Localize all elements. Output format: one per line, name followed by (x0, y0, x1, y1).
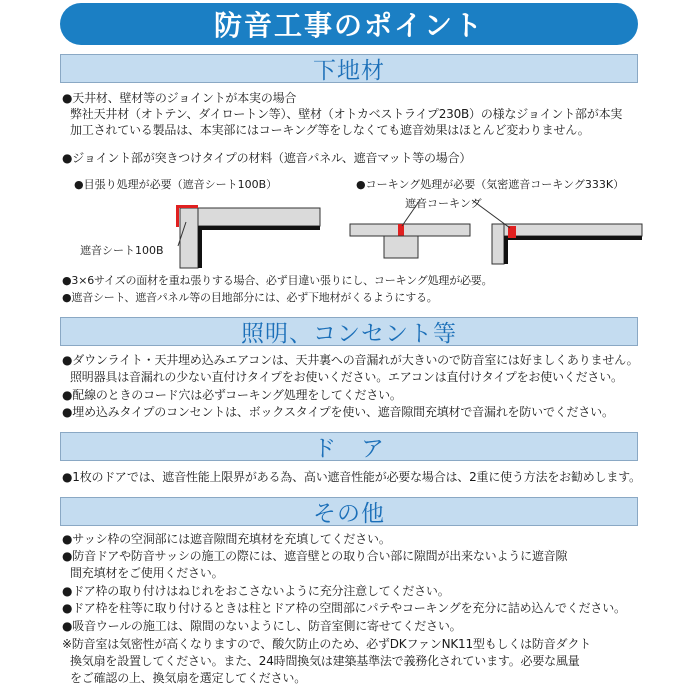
text-line: 間充填材をご使用ください。 (70, 566, 224, 580)
text-line: ●サッシ枠の空洞部には遮音隙間充填材を充填してください。 (62, 532, 391, 546)
text-line: 照明器具は音漏れの少ない直付けタイプをお使いください。エアコンは直付けタイプをお使いください。 (70, 370, 623, 384)
text-line: ●1枚のドアでは、遮音性能上限界がある為、高い遮音性能が必要な場合は、2重に使う方法をお勧めします。 (62, 470, 641, 484)
text-line: ●吸音ウールの施工は、隙間のないようにし、防音室側に寄せてください。 (62, 619, 462, 633)
text-line: ●防音ドアや防音サッシの施工の際には、遮音壁との取り合い部に隙間が出来ないように遮音隙 (62, 549, 568, 563)
text-line: ●埋め込みタイプのコンセントは、ボックスタイプを使い、遮音隙間充填材で音漏れを防いでください。 (62, 405, 614, 419)
text-line: ●ドア枠の取り付けはねじれをおこさないように充分注意してください。 (62, 584, 450, 598)
text-line: ●ジョイント部が突きつけタイプの材料（遮音パネル、遮音マット等の場合） (62, 151, 472, 165)
figure-right-caption: ●コーキング処理が必要（気密遮音コーキング333K） (356, 178, 625, 191)
text-line: 弊社天井材（オトテン、ダイロートン等）、壁材（オトカベストライプ230B）の様なジョイント部が本実 (70, 107, 623, 121)
text-line: ●遮音シート、遮音パネル等の目地部分には、必ず下地材がくるようにする。 (62, 291, 438, 304)
label-tape: 遮音シート100B (80, 244, 164, 257)
text-line: ●配線のときのコード穴は必ずコーキング処理をしてください。 (62, 388, 402, 402)
section-heading-other: その他 (60, 497, 638, 526)
text-line: 加工されている製品は、本実部にはコーキング等をしなくても遮音効果はほとんど変わりません。 (70, 123, 590, 137)
page-title: 防音工事のポイント (60, 3, 638, 45)
caulk-joint-diagram-corner (472, 200, 642, 264)
label-caulking: 遮音コーキング (405, 197, 482, 210)
section-heading-base-material: 下地材 (60, 54, 638, 83)
section-heading-lighting: 照明、コンセント等 (60, 317, 638, 346)
text-line: をご確認の上、換気扇を選定してください。 (70, 671, 307, 685)
text-line: ●3×6サイズの面材を重ね張りする場合、必ず目違い張りにし、コーキング処理が必要。 (62, 274, 493, 287)
figure-left-caption: ●目張り処理が必要（遮音シート100B） (74, 178, 278, 191)
text-line: ●ドア枠を柱等に取り付けるときは柱とドア枠の空間部にパテやコーキングを充分に詰め込んでください。 (62, 601, 626, 615)
text-line: 換気扇を設置してください。また、24時間換気は建築基準法で義務化されています。必要な風量 (70, 654, 580, 668)
section-heading-door: ド ア (60, 432, 638, 461)
tape-joint-diagram (176, 205, 320, 268)
text-line: ●天井材、壁材等のジョイントが本実の場合 (62, 91, 297, 105)
text-line: ●ダウンライト・天井埋め込みエアコンは、天井裏への音漏れが大きいので防音室には好ましくありません。 (62, 353, 639, 367)
text-line: ※防音室は気密性が高くなりますので、酸欠防止のため、必ずDKファンNK11型もしくは防音ダクト (62, 637, 591, 651)
